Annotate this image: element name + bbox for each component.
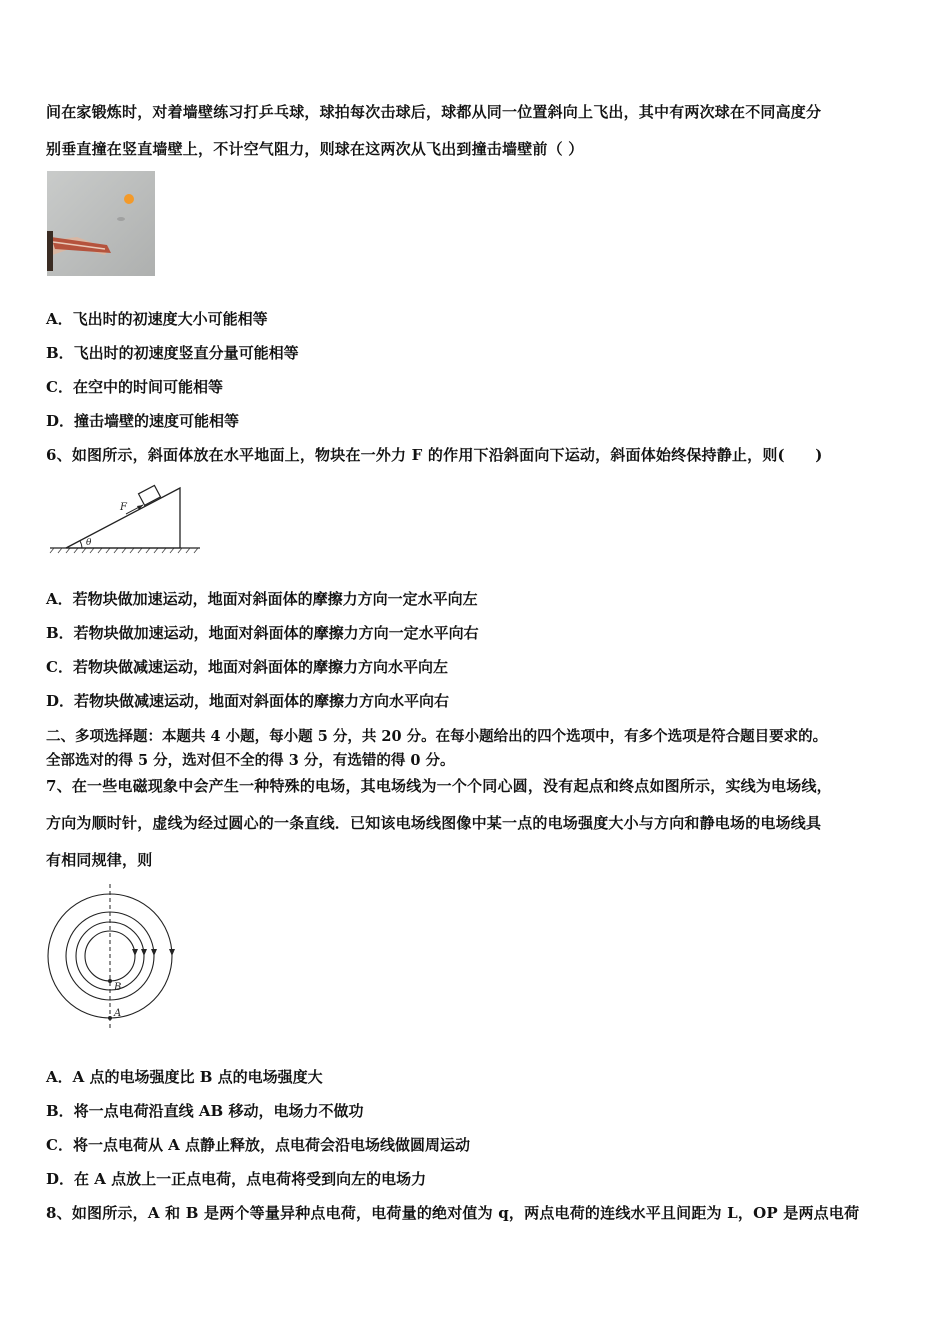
q5-option-d: D．撞击墙壁的速度可能相等 [46,412,240,430]
q6-option-b: B．若物块做加速运动，地面对斜面体的摩擦力方向一定水平向右 [46,624,479,642]
force-label: F [120,502,127,513]
q6-option-d: D．若物块做减速运动，地面对斜面体的摩擦力方向水平向右 [46,692,450,710]
q7-option-c: C．将一点电荷从 A 点静止释放，点电荷会沿电场线做圆周运动 [46,1136,471,1154]
section2-line-2: 全部选对的得 5 分，选对但不全的得 3 分，有选错的得 0 分。 [46,752,455,769]
q5-option-c: C．在空中的时间可能相等 [46,378,223,396]
q7-option-d: D．在 A 点放上一正点电荷，点电荷将受到向左的电场力 [46,1170,427,1188]
section2-line-1: 二、多项选择题：本题共 4 小题，每小题 5 分，共 20 分。在每小题给出的四个选项中，有多个选项是符合题目要求的。 [46,728,828,745]
q5-option-a: A．飞出时的初速度大小可能相等 [46,310,268,328]
q5-option-b: B．飞出时的初速度竖直分量可能相等 [46,344,299,362]
q7-option-a: A．A 点的电场强度比 B 点的电场强度大 [46,1068,323,1086]
q5-stem-line-1: 间在家锻炼时，对着墙壁练习打乒乓球，球拍每次击球后，球都从同一位置斜向上飞出，其中有两次球在不同高度分 [46,103,822,121]
ball [124,194,134,204]
q7-stem-line-2: 方向为顺时针，虚线为经过圆心的一条直线．已知该电场线图像中某一点的电场强度大小与方向和静电场的电场线具 [46,814,822,832]
concentric-field-figure [44,882,178,1032]
q8-stem-line-1: 8、如图所示，A 和 B 是两个等量异种点电荷，电荷量的绝对值为 q，两点电荷的连线水平且间距为 L，OP 是两点电荷 [46,1204,860,1222]
incline-triangle [66,488,180,548]
q7-stem-line-3: 有相同规律，则 [46,851,153,869]
q5-stem-line-2: 别垂直撞在竖直墙壁上，不计空气阻力，则球在这两次从飞出到撞击墙壁前（ ） [46,140,584,158]
incline-figure [48,476,208,554]
point-a-label: A [114,1008,122,1019]
angle-label: θ [86,538,92,548]
q7-stem-line-1: 7、在一些电磁现象中会产生一种特殊的电场，其电场线为一个个同心圆，没有起点和终点如图所示，实线为电场线， [46,777,832,795]
q7-option-b: B．将一点电荷沿直线 AB 移动，电场力不做功 [46,1102,364,1120]
q6-option-a: A．若物块做加速运动，地面对斜面体的摩擦力方向一定水平向左 [46,590,478,608]
point-b-label: B [114,982,122,993]
q6-stem: 6、如图所示，斜面体放在水平地面上，物块在一外力 F 的作用下沿斜面向下运动，斜面体始终保持静止，则( ) [46,446,823,464]
q6-option-c: C．若物块做减速运动，地面对斜面体的摩擦力方向水平向左 [46,658,448,676]
ping-pong-photo [47,171,155,276]
block [139,485,161,505]
